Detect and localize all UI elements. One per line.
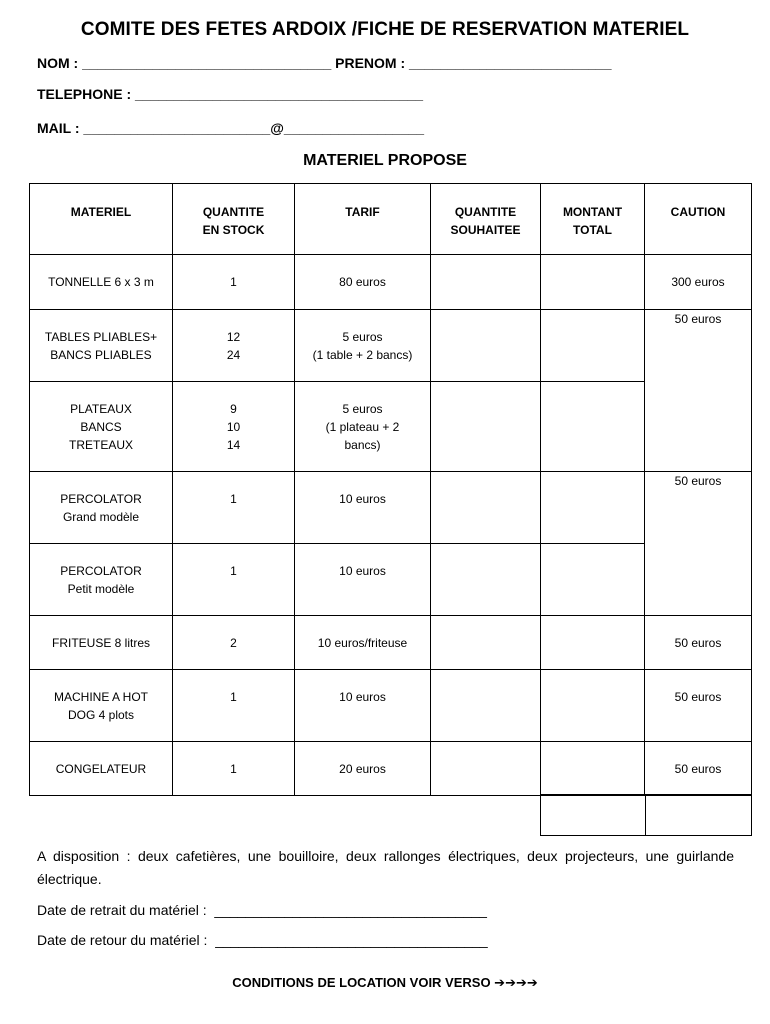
cell-tarif: 5 euros (1 table + 2 bancs) xyxy=(295,310,431,382)
date-retour-field[interactable]: Date de retour du matériel : ___________________________________ xyxy=(37,932,488,948)
cell-montant-total[interactable] xyxy=(541,472,645,544)
cell-materiel: FRITEUSE 8 litres xyxy=(30,616,173,670)
cell-stock: 1 xyxy=(173,670,295,742)
cell-montant-total[interactable] xyxy=(541,670,645,742)
cell-quantite-souhaitee[interactable] xyxy=(431,382,541,472)
table-row xyxy=(30,616,752,670)
cell-quantite-souhaitee[interactable] xyxy=(431,616,541,670)
cell-caution: 50 euros xyxy=(645,742,752,796)
cell-stock: 1 xyxy=(173,472,295,544)
header-caution: CAUTION xyxy=(645,184,752,255)
cell-quantite-souhaitee[interactable] xyxy=(431,742,541,796)
available-items-note: A disposition : deux cafetières, une bouilloire, deux rallonges électriques, deux projecteurs, une guirlande électrique. xyxy=(37,848,734,887)
cell-materiel: PLATEAUX BANCS TRETEAUX xyxy=(30,382,173,472)
cell-tarif: 10 euros xyxy=(295,670,431,742)
total-montant-cell[interactable] xyxy=(540,794,646,836)
table-row xyxy=(30,310,752,382)
cell-stock: 1 xyxy=(173,255,295,310)
table-row xyxy=(30,255,752,310)
cell-quantite-souhaitee[interactable] xyxy=(431,310,541,382)
conditions-footer: CONDITIONS DE LOCATION VOIR VERSO ➔➔➔➔ xyxy=(232,975,538,990)
header-quantite-stock: QUANTITE EN STOCK xyxy=(173,184,295,255)
cell-stock: 1 xyxy=(173,544,295,616)
cell-tarif: 10 euros xyxy=(295,472,431,544)
cell-materiel: PERCOLATOR Petit modèle xyxy=(30,544,173,616)
cell-montant-total[interactable] xyxy=(541,616,645,670)
cell-montant-total[interactable] xyxy=(541,255,645,310)
form-title: COMITE DES FETES ARDOIX /FICHE DE RESERVATION MATERIEL xyxy=(80,19,690,40)
cell-stock: 2 xyxy=(173,616,295,670)
nom-prenom-field[interactable]: NOM : ________________________________ PRENOM : __________________________ xyxy=(37,55,612,71)
cell-caution: 50 euros xyxy=(645,472,752,616)
cell-montant-total[interactable] xyxy=(541,382,645,472)
table-row xyxy=(30,544,752,616)
total-caution-cell[interactable] xyxy=(645,794,752,836)
cell-caution: 300 euros xyxy=(645,255,752,310)
cell-montant-total[interactable] xyxy=(541,544,645,616)
cell-quantite-souhaitee[interactable] xyxy=(431,544,541,616)
cell-quantite-souhaitee[interactable] xyxy=(431,255,541,310)
cell-materiel: TABLES PLIABLES+ BANCS PLIABLES xyxy=(30,310,173,382)
cell-materiel: PERCOLATOR Grand modèle xyxy=(30,472,173,544)
table-row xyxy=(30,670,752,742)
cell-caution: 50 euros xyxy=(645,616,752,670)
cell-tarif: 20 euros xyxy=(295,742,431,796)
materiel-table xyxy=(29,183,752,796)
table-row xyxy=(30,472,752,544)
header-quantite-souhaitee: QUANTITE SOUHAITEE xyxy=(431,184,541,255)
table-row xyxy=(30,382,752,472)
date-retrait-field[interactable]: Date de retrait du matériel : ___________________________________ xyxy=(37,902,487,918)
cell-montant-total[interactable] xyxy=(541,742,645,796)
cell-stock: 9 10 14 xyxy=(173,382,295,472)
cell-tarif: 80 euros xyxy=(295,255,431,310)
cell-materiel: MACHINE A HOT DOG 4 plots xyxy=(30,670,173,742)
table-header-row xyxy=(30,184,752,255)
cell-tarif: 10 euros/friteuse xyxy=(295,616,431,670)
cell-stock: 12 24 xyxy=(173,310,295,382)
header-montant-total: MONTANT TOTAL xyxy=(541,184,645,255)
cell-quantite-souhaitee[interactable] xyxy=(431,670,541,742)
cell-caution: 50 euros xyxy=(645,310,752,472)
mail-field[interactable]: MAIL : ________________________@__________________ xyxy=(37,120,425,136)
cell-materiel: CONGELATEUR xyxy=(30,742,173,796)
cell-materiel: TONNELLE 6 x 3 m xyxy=(30,255,173,310)
cell-tarif: 5 euros (1 plateau + 2 bancs) xyxy=(295,382,431,472)
telephone-field[interactable]: TELEPHONE : _____________________________________ xyxy=(37,86,424,102)
cell-caution: 50 euros xyxy=(645,670,752,742)
cell-tarif: 10 euros xyxy=(295,544,431,616)
cell-stock: 1 xyxy=(173,742,295,796)
cell-quantite-souhaitee[interactable] xyxy=(431,472,541,544)
header-materiel: MATERIEL xyxy=(30,184,173,255)
header-tarif: TARIF xyxy=(295,184,431,255)
table-row xyxy=(30,742,752,796)
cell-montant-total[interactable] xyxy=(541,310,645,382)
section-title: MATERIEL PROPOSE xyxy=(303,152,467,169)
